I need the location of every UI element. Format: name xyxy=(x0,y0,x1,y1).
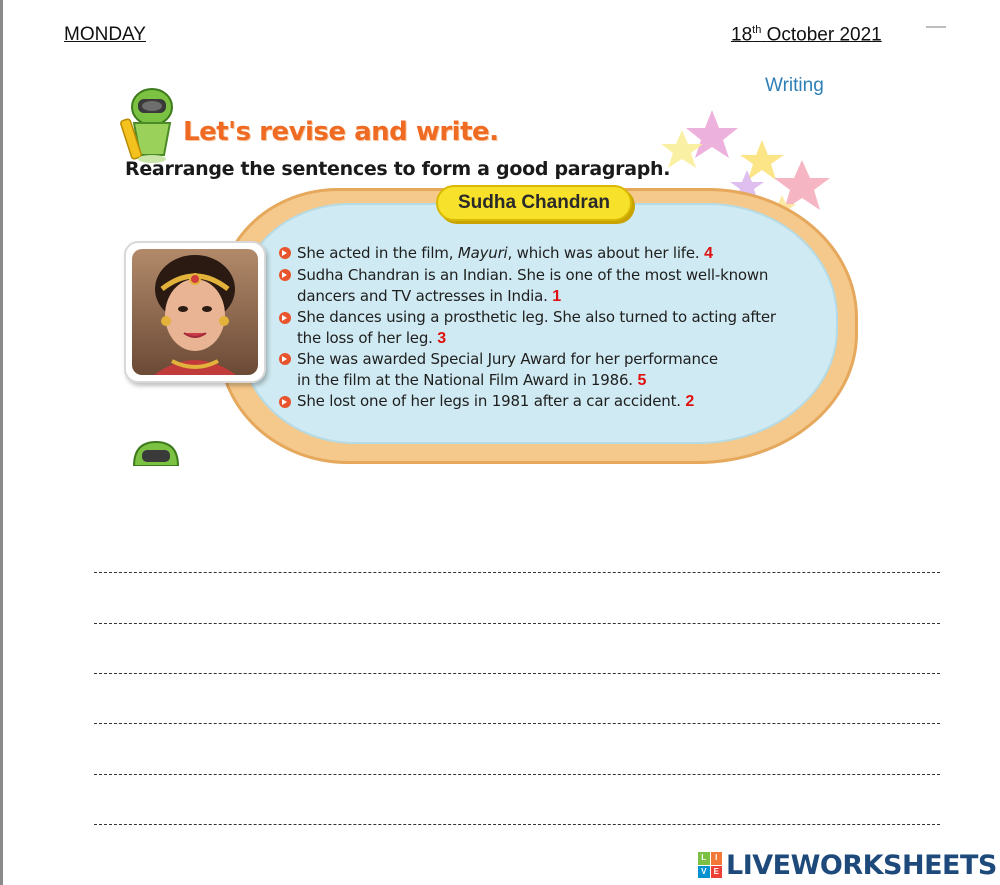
portrait-photo xyxy=(124,241,266,383)
answer-number: 4 xyxy=(704,245,713,262)
bullet-icon xyxy=(279,269,291,281)
answer-line-5[interactable] xyxy=(94,774,940,775)
answer-number: 5 xyxy=(637,372,647,389)
sentence-item: She dances using a prosthetic leg. She also turned to acting after the loss of her leg. 3 xyxy=(297,308,776,347)
brand-footer xyxy=(698,848,997,882)
sentence-item: She lost one of her legs in 1981 after a car accident. 2 xyxy=(297,392,695,410)
liveworksheets-logo-icon: L I V E xyxy=(698,852,722,878)
dancer-portrait-icon xyxy=(132,249,258,375)
answer-number: 1 xyxy=(552,288,561,305)
exercise-instruction: Rearrange the sentences to form a good paragraph. xyxy=(125,158,671,180)
bullet-icon xyxy=(279,247,291,259)
header-date: 18th October 2021 xyxy=(731,24,882,46)
mascot-pencil-icon xyxy=(120,85,180,165)
answer-number: 2 xyxy=(685,393,695,410)
bullet-icon xyxy=(279,396,291,408)
name-label: Sudha Chandran xyxy=(436,185,632,221)
brand-name: LIVEWORKSHEETS xyxy=(726,849,997,881)
sentence-item: She acted in the film, Mayuri, which was about her life. 4 xyxy=(297,244,713,262)
section-label: Writing xyxy=(765,75,824,96)
answer-line-3[interactable] xyxy=(94,673,940,674)
sentence-item: She was awarded Special Jury Award for her performance in the film at the National Film Award in 1986. 5 xyxy=(297,350,718,389)
answer-line-2[interactable] xyxy=(94,623,940,624)
sentence-item: Sudha Chandran is an Indian. She is one of the most well-known dancers and TV actresses in India. 1 xyxy=(297,266,769,305)
answer-line-4[interactable] xyxy=(94,723,940,724)
mascot-helmet-icon xyxy=(128,440,184,466)
answer-number: 3 xyxy=(437,330,446,347)
exercise-title: Let's revise and write. xyxy=(183,117,499,147)
page-edge xyxy=(0,0,3,885)
answer-line-1[interactable] xyxy=(94,572,940,573)
header-day: MONDAY xyxy=(64,24,146,45)
page-mark xyxy=(926,26,946,28)
answer-line-6[interactable] xyxy=(94,824,940,825)
bullet-icon xyxy=(279,353,291,365)
bullet-icon xyxy=(279,312,291,324)
